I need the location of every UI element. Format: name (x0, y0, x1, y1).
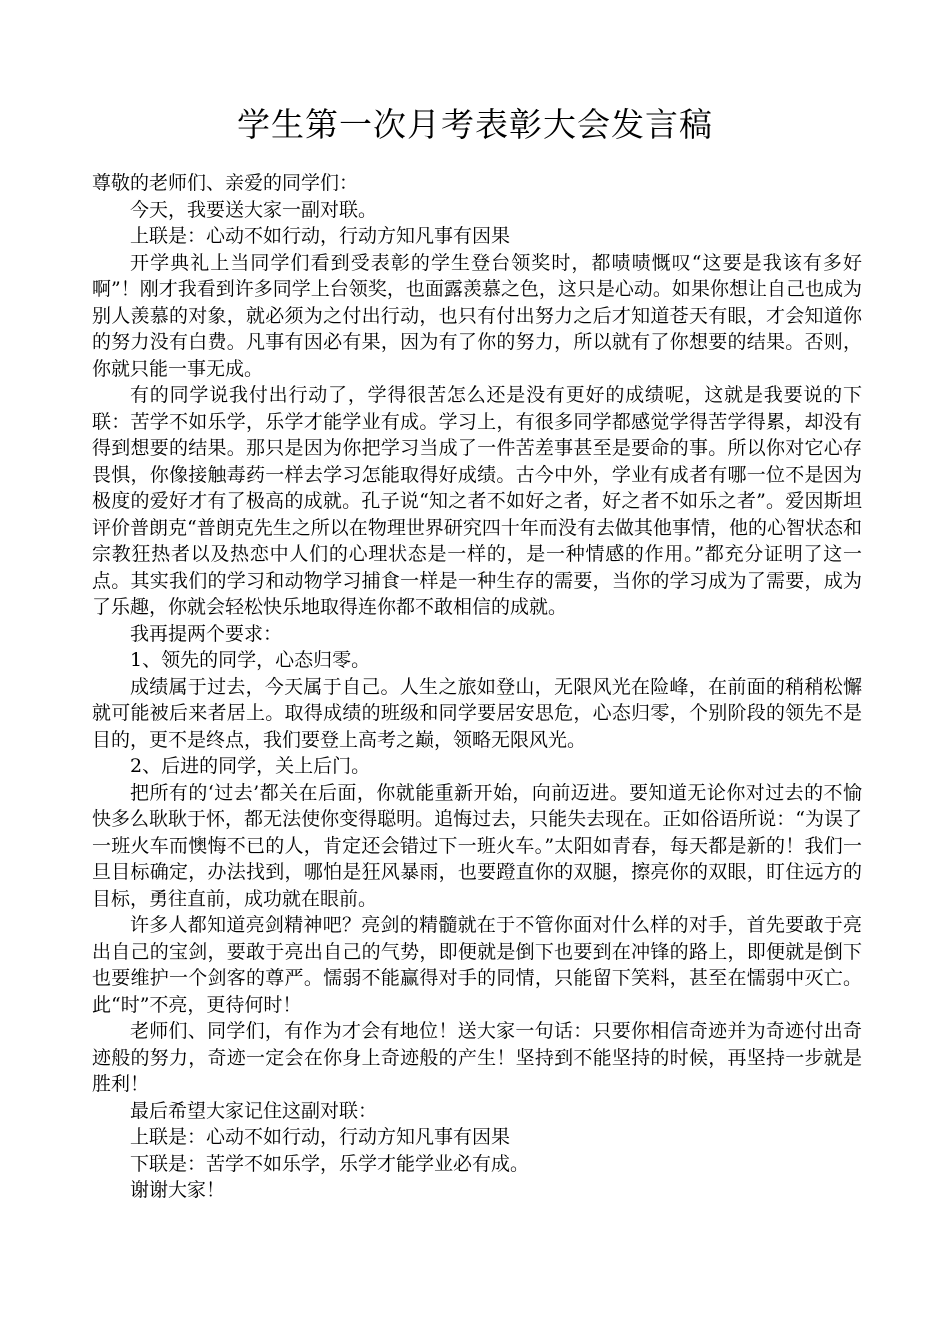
thanks-line: 谢谢大家！ (130, 1179, 226, 1201)
closing-couplet-second-line: 下联是：苦学不如乐学，乐学才能学业必有成。 (130, 1152, 530, 1175)
document-title: 学生第一次月考表彰大会发言稿 (237, 105, 713, 144)
body-paragraph: 成绩属于过去，今天属于自己。人生之旅如登山，无限风光在险峰，在前面的稍稍松懈就可能被后来者居上。取得成绩的班级和同学要居安思危，心态归零，个别阶段的领先不是目的，更不是终点，我们要登上高考之巅，领略无限风光。 (92, 675, 862, 751)
body-paragraph: 老师们、同学们，有作为才会有地位！送大家一句话：只要你相信奇迹并为奇迹付出奇迹般的努力，奇迹一定会在你身上奇迹般的产生！坚持到不能坚持的时候，再坚持一步就是胜利！ (92, 1020, 862, 1095)
closing-couplet-first-line: 上联是：心动不如行动，行动方知凡事有因果 (130, 1126, 511, 1148)
intro-paragraph: 今天，我要送大家一副对联。 (130, 198, 378, 221)
body-paragraph: 把所有的‘过去’都关在后面，你就能重新开始，向前迈进。要知道无论你对过去的不愉快多么耿耿于怀，都无法使你变得聪明。追悔过去，只能失去现在。正如俗语所说：“为误了一班火车而懊悔不已的人，肯定还会错过下一班火车。”太阳如青春，每天都是新的！我们一旦目标确定，办法找到，哪怕是狂风暴雨，也要蹬直你的双腿，擦亮你的双眼，盯住远方的目标，勇往直前，成功就在眼前。 (92, 781, 862, 910)
requirements-intro: 我再提两个要求： (130, 622, 283, 645)
body-paragraph: 有的同学说我付出行动了，学得很苦怎么还是没有更好的成绩呢，这就是我要说的下联：苦学不如乐学，乐学才能学业有成。学习上，有很多同学都感觉学得苦学得累，却没有得到想要的结果。那只是因为你把学习当成了一件苦差事甚至是要命的事。所以你对它心存畏惧，你像接触毒药一样去学习怎能取得好成绩。古今中外，学业有成者有哪一位不是因为极度的爱好才有了极高的成就。孔子说“知之者不如好之者，好之者不如乐之者”。爱因斯坦评价普朗克“普朗克先生之所以在物理世界研究四十年而没有去做其他事情，他的心智状态和宗教狂热者以及热恋中人们的心理状态是一样的，是一种情感的作用。”都充分证明了这一点。其实我们的学习和动物学习捕食一样是一种生存的需要，当你的学习成为了需要，成为了乐趣，你就会轻松快乐地取得连你都不敢相信的成就。 (92, 384, 862, 618)
body-paragraph: 开学典礼上当同学们看到受表彰的学生登台领奖时，都啧啧慨叹“这要是我该有多好啊”！刚才我看到许多同学上台领奖，也面露羡慕之色，这只是心动。如果你想让自己也成为别人羡慕的对象，就必须为之付出行动，也只有付出努力之后才知道苍天有眼，才会知道你的努力没有白费。凡事有因必有果，因为有了你的努力，所以就有了你想要的结果。否则，你就只能一事无成。 (92, 251, 862, 380)
closing-intro: 最后希望大家记住这副对联： (130, 1099, 378, 1122)
requirement-heading-1: 1、领先的同学，心态归零。 (130, 649, 371, 671)
first-couplet-line: 上联是：心动不如行动，行动方知凡事有因果 (130, 225, 511, 247)
body-paragraph: 许多人都知道亮剑精神吧？亮剑的精髓就在于不管你面对什么样的对手，首先要敢于亮出自己的宝剑，要敢于亮出自己的气势，即便就是倒下也要到在冲锋的路上，即便就是倒下也要维护一个剑客的尊严。懦弱不能赢得对手的同情，只能留下笑料，甚至在懦弱中灭亡。此“时”不亮，更待何时！ (92, 914, 862, 1016)
salutation: 尊敬的老师们、亲爱的同学们： (92, 172, 359, 194)
speech-body (92, 170, 862, 1204)
requirement-heading-2: 2、后进的同学，关上后门。 (130, 755, 371, 777)
